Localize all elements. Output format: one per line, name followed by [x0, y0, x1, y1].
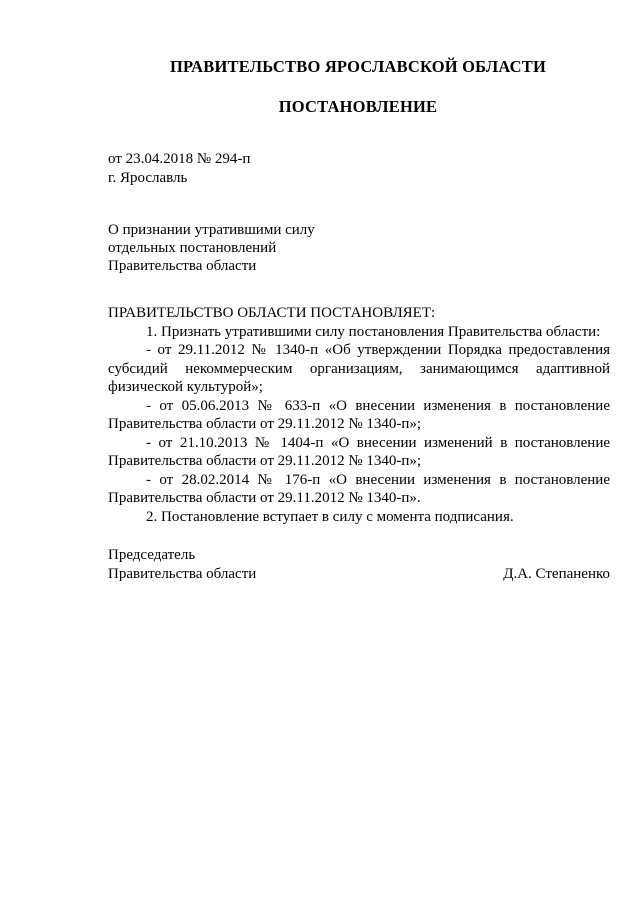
item-2: 2. Постановление вступает в силу с момента подписания. — [146, 508, 514, 525]
item-1: 1. Признать утратившими силу постановления Правительства области: — [146, 323, 601, 340]
signature-block — [108, 546, 610, 583]
subject-line: отдельных постановлений — [108, 240, 277, 256]
document-type: ПОСТАНОВЛЕНИЕ — [278, 97, 438, 116]
signatory-name: Д.А. Степаненко — [503, 565, 610, 582]
city: г. Ярославль — [108, 170, 188, 186]
preamble: ПРАВИТЕЛЬСТВО ОБЛАСТИ ПОСТАНОВЛЯЕТ: — [108, 305, 436, 321]
sub-item: - от 21.10.2013 № 1404-п «О внесении изменений в постановление Правительства области от 29.11.2012 № 1340-п»; — [108, 434, 610, 469]
signatory-position: Председатель — [108, 547, 196, 563]
subject-line: Правительства области — [108, 258, 257, 274]
date-and-number: от 23.04.2018 № 294-п — [108, 151, 251, 167]
issuing-authority: ПРАВИТЕЛЬСТВО ЯРОСЛАВСКОЙ ОБЛАСТИ — [169, 57, 547, 76]
resolution-body — [108, 304, 610, 526]
sub-item: - от 29.11.2012 № 1340-п «Об утверждении Порядка предоставления субсидий некоммерческим организациям, занимающимся адаптивной физической культурой»; — [108, 342, 610, 395]
signatory-position: Правительства области — [108, 565, 257, 582]
sub-item: - от 28.02.2014 № 176-п «О внесении изменения в постановление Правительства области от 29.11.2012 № 1340-п». — [108, 471, 610, 506]
subject-line: О признании утратившими силу — [108, 222, 315, 238]
sub-item: - от 05.06.2013 № 633-п «О внесении изменения в постановление Правительства области от 29.11.2012 № 1340-п»; — [108, 397, 610, 432]
